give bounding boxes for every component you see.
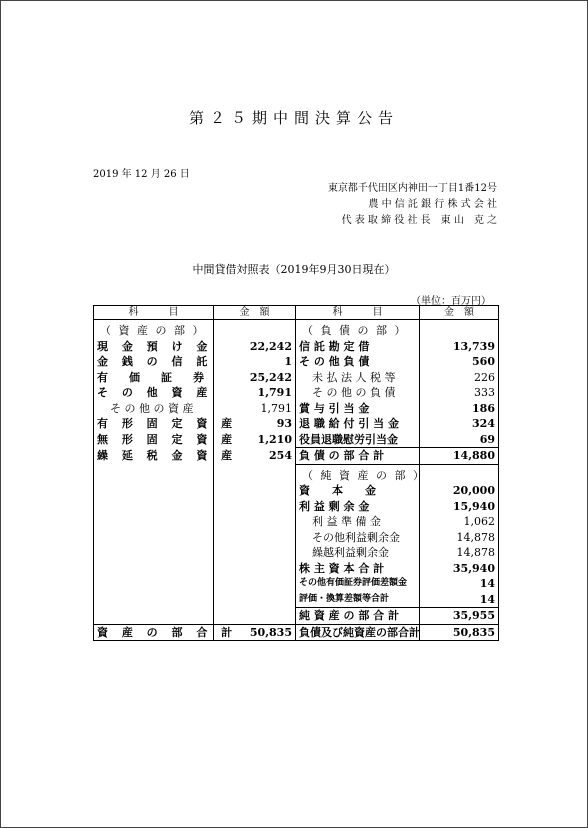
empty-cell <box>94 561 214 577</box>
table-row <box>94 530 499 546</box>
net-asset-label: 株 主 資 本 合 計 <box>296 561 420 577</box>
asset-amount: 1,791 <box>214 385 296 401</box>
assets-total-amount: 50,835 <box>214 624 296 641</box>
liability-label: 賞 与 引 当 金 <box>296 401 420 417</box>
table-row <box>94 385 499 401</box>
table-row <box>94 545 499 561</box>
asset-label: そ の 他 の 資 産 <box>94 401 214 417</box>
balance-sheet-title: 中間貸借対照表（2019年9月30日現在） <box>192 263 396 276</box>
empty-cell <box>214 545 296 561</box>
empty-cell <box>214 499 296 515</box>
asset-label: 繰 延 税 金 資 産 <box>94 448 214 465</box>
assets-section-heading: （ 資 産 の 部 ） <box>94 320 214 339</box>
asset-label: そ の 他 資 産 <box>94 385 214 401</box>
issuer-block <box>328 181 497 229</box>
table-row <box>94 354 499 370</box>
empty-cell <box>94 530 214 546</box>
net-asset-amount: 1,062 <box>420 514 499 530</box>
liability-amount: 333 <box>420 385 499 401</box>
empty-cell <box>214 561 296 577</box>
table-row <box>94 320 499 339</box>
net-asset-amount: 35,940 <box>420 561 499 577</box>
empty-cell <box>214 514 296 530</box>
empty-cell <box>214 608 296 625</box>
announcement-date: 2019 年 12 月 26 日 <box>93 169 190 180</box>
net-asset-label: その他利益剰余金 <box>296 530 420 546</box>
assets-total-label: 資 産 の 部 合 計 <box>94 624 214 641</box>
asset-label: 有 形 固 定 資 産 <box>94 416 214 432</box>
net-asset-label: 利 益 剰 余 金 <box>296 499 420 515</box>
liability-amount: 186 <box>420 401 499 417</box>
table-row <box>94 576 499 592</box>
asset-amount: 22,242 <box>214 339 296 355</box>
empty-cell <box>94 608 214 625</box>
empty-cell <box>214 483 296 499</box>
asset-amount: 1 <box>214 354 296 370</box>
table-row <box>94 561 499 577</box>
net-asset-amount: 14,878 <box>420 530 499 546</box>
liability-label: 役員退職慰労引当金 <box>296 432 420 448</box>
header-assets-item: 科 目 <box>94 306 214 320</box>
table-row <box>94 499 499 515</box>
liability-label: そ の 他 負 債 <box>296 354 420 370</box>
table-row <box>94 339 499 355</box>
table-row <box>94 370 499 386</box>
asset-label: 現 金 預 け 金 <box>94 339 214 355</box>
asset-label: 無 形 固 定 資 産 <box>94 432 214 448</box>
table-row <box>94 464 499 483</box>
empty-cell <box>214 592 296 608</box>
empty-cell <box>94 464 214 483</box>
balance-sheet-body <box>94 306 499 641</box>
net-asset-amount: 20,000 <box>420 483 499 499</box>
empty-cell <box>420 320 499 339</box>
asset-amount: 1,210 <box>214 432 296 448</box>
empty-cell <box>94 499 214 515</box>
net-assets-total-amount: 35,955 <box>420 608 499 625</box>
liabilities-total-amount: 14,880 <box>420 448 499 465</box>
table-row <box>94 401 499 417</box>
header-liabilities-amount: 金 額 <box>420 306 499 320</box>
liability-label: 信 託 勘 定 借 <box>296 339 420 355</box>
grand-total-amount: 50,835 <box>420 624 499 641</box>
asset-amount: 93 <box>214 416 296 432</box>
asset-amount: 1,791 <box>214 401 296 417</box>
empty-cell <box>214 530 296 546</box>
empty-cell <box>94 545 214 561</box>
balance-sheet-table <box>93 305 499 641</box>
liability-label: そ の 他 の 負 債 <box>296 385 420 401</box>
empty-cell <box>94 576 214 592</box>
asset-amount: 25,242 <box>214 370 296 386</box>
table-row <box>94 608 499 625</box>
liability-amount: 226 <box>420 370 499 386</box>
empty-cell <box>94 483 214 499</box>
empty-cell <box>214 576 296 592</box>
liability-amount: 560 <box>420 354 499 370</box>
liabilities-section-heading: （ 負 債 の 部 ） <box>296 320 420 339</box>
asset-amount: 254 <box>214 448 296 465</box>
table-row <box>94 514 499 530</box>
grand-total-label: 負債及び純資産の部合計 <box>296 624 420 641</box>
grand-total-row <box>94 624 499 641</box>
net-assets-section-heading: （ 純 資 産 の 部 ） <box>296 464 420 483</box>
liability-amount: 69 <box>420 432 499 448</box>
net-asset-label: 繰越利益剰余金 <box>296 545 420 561</box>
table-header-row <box>94 306 499 320</box>
net-asset-amount: 15,940 <box>420 499 499 515</box>
net-asset-label: 利 益 準 備 金 <box>296 514 420 530</box>
unit-label: （単位：百万円） <box>411 296 491 307</box>
liability-label: 未 払 法 人 税 等 <box>296 370 420 386</box>
table-row <box>94 416 499 432</box>
empty-cell <box>94 514 214 530</box>
liability-label: 退 職 給 付 引 当 金 <box>296 416 420 432</box>
empty-cell <box>94 592 214 608</box>
net-asset-amount: 14,878 <box>420 545 499 561</box>
net-asset-label: 評価・換算差額等合計 <box>296 592 420 608</box>
liabilities-total-label: 負 債 の 部 合 計 <box>296 448 420 465</box>
net-asset-label: 資 本 金 <box>296 483 420 499</box>
table-row <box>94 483 499 499</box>
liability-amount: 324 <box>420 416 499 432</box>
empty-cell <box>214 464 296 483</box>
net-asset-amount: 14 <box>420 576 499 592</box>
table-row <box>94 432 499 448</box>
liability-amount: 13,739 <box>420 339 499 355</box>
empty-cell <box>420 464 499 483</box>
representative-name: 代 表 取 締 役 社 長 東 山 克 之 <box>341 215 497 226</box>
table-row <box>94 448 499 465</box>
company-address: 東京都千代田区内神田一丁目1番12号 <box>327 183 497 194</box>
net-asset-label: その他有価証券評価差額金 <box>296 576 420 592</box>
empty-cell <box>214 320 296 339</box>
asset-label: 金 銭 の 信 託 <box>94 354 214 370</box>
document-title: 第２５期中間決算公告 <box>188 109 399 127</box>
asset-label: 有 価 証 券 <box>94 370 214 386</box>
net-asset-amount: 14 <box>420 592 499 608</box>
header-assets-amount: 金 額 <box>214 306 296 320</box>
net-assets-total-label: 純 資 産 の 部 合 計 <box>296 608 420 625</box>
table-row <box>94 592 499 608</box>
company-name: 農 中 信 託 銀 行 株 式 会 社 <box>368 199 497 210</box>
header-liabilities-item: 科 目 <box>296 306 420 320</box>
